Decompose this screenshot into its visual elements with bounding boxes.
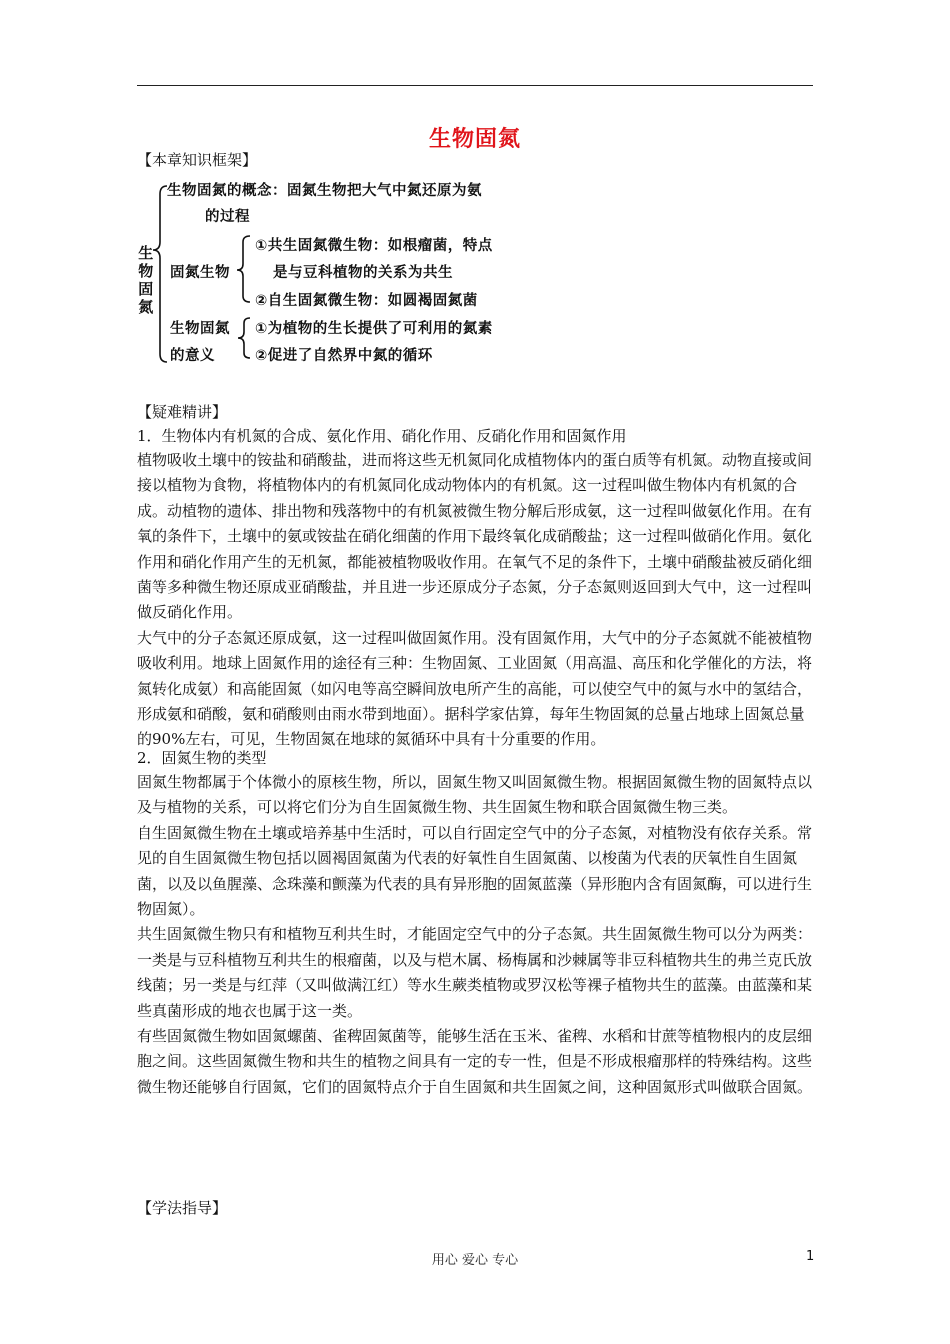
- significance-line-1: ①为植物的生长提供了可利用的氮素: [255, 321, 493, 337]
- framework-heading: 【本章知识框架】: [137, 151, 258, 169]
- header-rule: [137, 85, 813, 86]
- significance-brace: [238, 318, 250, 358]
- organisms-brace: [237, 236, 250, 302]
- page-number: 1: [806, 1249, 815, 1264]
- subheading-2: 2．固氮生物的类型: [137, 749, 267, 767]
- free-living-line: ②自生固氮微生物：如圆褐固氮菌: [255, 293, 478, 309]
- paragraph: 固氮生物都属于个体微小的原核生物，所以，固氮生物又叫固氮微生物。根据固氮微生物的固氮特点以及与植物的关系，可以将它们分为自生固氮微生物、共生固氮生物和联合固氮微生物三类。: [137, 773, 813, 817]
- paragraph: 大气中的分子态氮还原成氨，这一过程叫做固氮作用。没有固氮作用，大气中的分子态氮就不能被植物吸收利用。地球上固氮作用的途径有三种：生物固氮、工业固氮（用高温、高压和化学催化的方法，将氮转化成氨）和高能固氮（如闪电等高空瞬间放电所产生的高能，可以使空气中的氮与水中的氢结合，形成氨和硝酸，氨和硝酸则由雨水带到地面）。据科学家估算，每年生物固氮的总量占地球上固氮总量的90%左右，可见，生物固氮在地球的氮循环中具有十分重要的作用。: [137, 628, 813, 749]
- guidance-heading: 【学法指导】: [137, 1199, 228, 1217]
- paragraph: 自生固氮微生物在土壤或培养基中生活时，可以自行固定空气中的分子态氮，对植物没有依存关系。常见的自生固氮微生物包括以圆褐固氮菌为代表的好氧性自生固氮菌、以梭菌为代表的厌氧性自生固氮菌，以及以鱼腥藻、念珠藻和颤藻为代表的具有异形胞的固氮蓝藻（异形胞内含有固氮酶，可以进行生物固氮）。: [137, 823, 813, 919]
- subheading-1: 1．生物体内有机氮的合成、氨化作用、硝化作用、反硝化作用和固氮作用: [137, 427, 627, 445]
- concept-line-2: 的过程: [205, 209, 250, 225]
- paragraph: 植物吸收土壤中的铵盐和硝酸盐，进而将这些无机氮同化成植物体内的蛋白质等有机氮。动物直接或间接以植物为食物，将植物体内的有机氮同化成动物体内的有机氮。这一过程叫做生物体内有机氮的合成。动植物的遗体、排出物和残落物中的有机氮被微生物分解后形成氨，这一过程叫做氨化作用。在有氧的条件下，土壤中的氨或铵盐在硝化细菌的作用下最终氧化成硝酸盐；这一过程叫做硝化作用。氨化作用和硝化作用产生的无机氮，都能被植物吸收作用。在氧气不足的条件下，土壤中硝酸盐被反硝化细菌等多种微生物还原成亚硝酸盐，并且进一步还原成分子态氮，分子态氮则返回到大气中，这一过程叫做反硝化作用。: [137, 451, 813, 622]
- section-1-body: [137, 448, 817, 753]
- page-title: 生物固氮: [428, 127, 521, 152]
- concept-line-1: 生物固氮的概念：固氮生物把大气中氮还原为氨: [167, 183, 482, 199]
- symbiotic-line-2: 是与豆科植物的关系为共生: [273, 265, 453, 281]
- paragraph: 共生固氮微生物只有和植物互利共生时，才能固定空气中的分子态氮。共生固氮微生物可以分为两类：一类是与豆科植物互利共生的根瘤菌，以及与桤木属、杨梅属和沙棘属等非豆科植物共生的弗兰克氏放线菌；另一类是与红萍（又叫做满江红）等水生蕨类植物或罗汉松等裸子植物共生的蓝藻。由蓝藻和某些真菌形成的地衣也属于这一类。: [137, 925, 813, 1020]
- symbiotic-line-1: ①共生固氮微生物：如根瘤菌，特点: [255, 238, 493, 254]
- significance-line-2: ②促进了自然界中氮的循环: [255, 348, 433, 364]
- paragraph: 有些固氮微生物如固氮螺菌、雀稗固氮菌等，能够生活在玉米、雀稗、水稻和甘蔗等植物根内的皮层细胞之间。这些固氮微生物和共生的植物之间具有一定的专一性，但是不形成根瘤那样的特殊结构。这些微生物还能够自行固氮，它们的固氮特点介于自生固氮和共生固氮之间，这种固氮形式叫做联合固氮。: [137, 1027, 813, 1096]
- knowledge-framework-diagram: [137, 172, 537, 368]
- section-2-body: [137, 770, 817, 1100]
- significance-label-1: 生物固氮: [170, 321, 230, 337]
- diagram-root-label: 生物固氮: [138, 244, 154, 316]
- difficult-heading: 【疑难精讲】: [137, 403, 228, 421]
- page-footer: 用心 爱心 专心: [431, 1253, 519, 1268]
- organisms-label: 固氮生物: [170, 265, 230, 281]
- significance-label-2: 的意义: [170, 348, 215, 364]
- main-brace: [153, 186, 167, 362]
